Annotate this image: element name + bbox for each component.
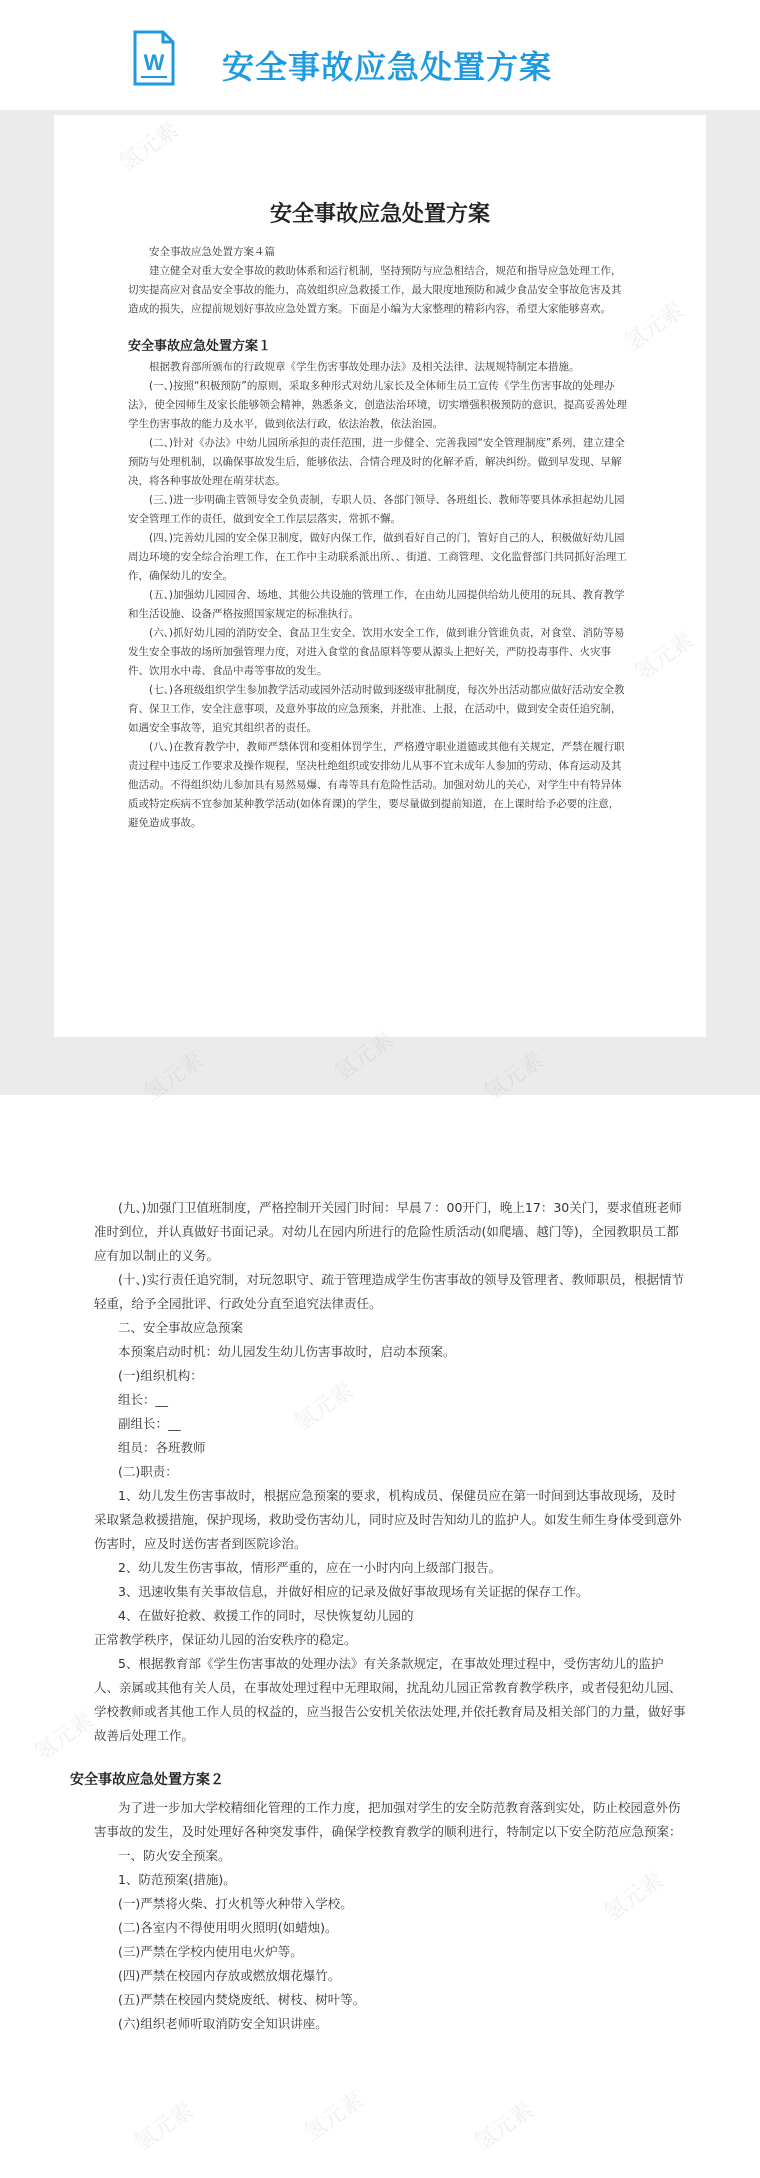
watermark: 氢元素 bbox=[299, 2087, 369, 2147]
paragraph: (一)组织机构： bbox=[118, 1368, 203, 1383]
intro-text: 建立健全对重大安全事故的救助体系和运行机制，坚持预防与应急相结合，规范和指导应急处理工作，切实提高应对食品安全事故的能力，高效组织应急救援工作，最大限度地预防和减少食品安全事故危害及其造成的损失，应提前规划好事故应急处置方案。下面是小编为大家整理的精彩内容，希望大家能够喜欢。 bbox=[128, 265, 622, 315]
paragraph: (四)严禁在校园内存放或燃放烟花爆竹。 bbox=[118, 1968, 341, 1983]
paragraph: (四、)完善幼儿园的安全保卫制度，做好内保工作，做到看好自己的门，管好自己的人，积极做好幼儿园周边环境的安全综合治理工作，在工作中主动联系派出所、、街道、工商管理、文化监督部门共同抓好治理工作，确保幼儿的安全。 bbox=[128, 532, 627, 582]
paragraph: 组长：__ bbox=[118, 1392, 169, 1407]
paragraph: 3、迅速收集有关事故信息，并做好相应的记录及做好事故现场有关证据的保存工作。 bbox=[118, 1584, 589, 1599]
paragraph: 2、幼儿发生伤害事故，情形严重的，应在一小时内向上级部门报告。 bbox=[118, 1560, 501, 1575]
document-page-1 bbox=[54, 115, 706, 1037]
header-banner bbox=[0, 0, 760, 110]
watermark: 氢元素 bbox=[289, 1377, 359, 1437]
paragraph: (十、)实行责任追究制，对玩忽职守、疏于管理造成学生伤害事故的领导及管理者、教师职员，根据情节轻重，给予全园批评、行政处分直至追究法律责任。 bbox=[94, 1272, 685, 1311]
word-logo-letter: W bbox=[143, 50, 165, 75]
paragraph: (七、)各班级组织学生参加教学活动或园外活动时做到逐级审批制度，每次外出活动都应做好活动安全教育、保卫工作，安全注意事项，及意外事故的应急预案，并批准、上报，在活动中，做到安全责任追究制，如遇安全事故等，追究其组织者的责任。 bbox=[128, 684, 625, 734]
paragraph: 一、防火安全预案。 bbox=[118, 1848, 231, 1863]
paragraph: 4、在做好抢救、救援工作的同时，尽快恢复幼儿园的 bbox=[118, 1608, 414, 1623]
paragraph: (九、)加强门卫值班制度，严格控制开关园门时间：早晨７：00开门，晚上17：30关门，要求值班老师准时到位，并认真做好书面记录。对幼儿在园内所进行的危险性质活动(如爬墙、越门等)，全园教职员工都应有加以制止的义务。 bbox=[94, 1200, 682, 1263]
paragraph: 1、防范预案(措施)。 bbox=[118, 1872, 236, 1887]
watermark: 氢元素 bbox=[469, 2097, 539, 2157]
paragraph: (三、)进一步明确主管领导安全负责制，专职人员、各部门领导、各班组长、教师等要具体承担起幼儿园安全管理工作的责任，做到安全工作层层落实，常抓不懈。 bbox=[128, 494, 625, 525]
paragraph: 1、幼儿发生伤害事故时，根据应急预案的要求，机构成员、保健员应在第一时间到达事故现场，及时采取紧急救援措施，保护现场，救助受伤害幼儿，同时应及时告知幼儿的监护人。如发生师生身体受到意外伤害时，应及时送伤害者到医院诊治。 bbox=[94, 1488, 682, 1551]
watermark: 氢元素 bbox=[129, 2097, 199, 2157]
section2-title: 安全事故应急处置方案２ bbox=[70, 1772, 224, 1788]
word-document-icon bbox=[133, 30, 175, 86]
paragraph: (二)各室内不得使用明火照明(如蜡烛)。 bbox=[118, 1920, 338, 1935]
paragraph: 为了进一步加大学校精细化管理的工作力度，把加强对学生的安全防范教育落到实处，防止校园意外伤害事故的发生，及时处理好各种突发事件，确保学校教育教学的顺利进行，特制定以下安全防范应急预案： bbox=[94, 1800, 682, 1839]
banner-title: 安全事故应急处置方案 bbox=[222, 48, 553, 86]
paragraph: (五)严禁在校园内焚烧废纸、树枝、树叶等。 bbox=[118, 1992, 366, 2007]
paragraph: (六)组织老师听取消防安全知识讲座。 bbox=[118, 2016, 328, 2031]
paragraph: 5、根据教育部《学生伤害事故的处理办法》有关条款规定，在事故处理过程中，受伤害幼儿的监护人、亲属或其他有关人员，在事故处理过程中无理取闹，扰乱幼儿园正常教育教学秩序，或者侵犯幼儿园、学校教师或者其他工作人员的权益的，应当报告公安机关依法处理,并依托教育局及相关部门的力量，做好事故善后处理工作。 bbox=[94, 1656, 686, 1743]
paragraph: (五、)加强幼儿园园舍、场地、其他公共设施的管理工作，在由幼儿园提供给幼儿使用的玩具、教育教学和生活设施、设备严格按照国家规定的标准执行。 bbox=[128, 589, 625, 620]
paragraph: (六、)抓好幼儿园的消防安全、食品卫生安全、饮用水安全工作，做到谁分管谁负责，对食堂、消防等易发生安全事故的场所加强管理力度，对进入食堂的食品原料等要从源头上把好关，严防投毒事件、火灾事件、饮用水中毒、食品中毒等事故的发生。 bbox=[128, 627, 625, 677]
section1-title: 安全事故应急处置方案１ bbox=[128, 339, 272, 354]
paragraph: 正常教学秩序，保证幼儿园的治安秩序的稳定。 bbox=[94, 1632, 357, 1647]
paragraph: (二)职责： bbox=[118, 1464, 178, 1479]
document-page-2 bbox=[70, 1196, 686, 2036]
page1-body bbox=[128, 243, 628, 833]
paragraph: 二、安全事故应急预案 bbox=[118, 1320, 244, 1335]
paragraph: 组员：各班教师 bbox=[118, 1440, 206, 1455]
paragraph: (一、)按照“积极预防”的原则，采取多种形式对幼儿家长及全体师生员工宣传《学生伤害事故的处理办法》，使全园师生及家长能够领会精神，熟悉条文，创造法治环境，切实增强积极预防的意识，提高妥善处理学生伤害事故的能力及水平，做到依法行政，依法治教，依法治园。 bbox=[128, 380, 627, 430]
intro-label: 安全事故应急处置方案４篇 bbox=[149, 246, 275, 258]
document-title: 安全事故应急处置方案 bbox=[269, 202, 490, 227]
paragraph: (三)严禁在学校内使用电火炉等。 bbox=[118, 1944, 303, 1959]
paragraph: 副组长：__ bbox=[118, 1416, 181, 1431]
paragraph: (一)严禁将火柴、打火机等火种带入学校。 bbox=[118, 1896, 353, 1911]
paragraph: (八、)在教育教学中，教师严禁体罚和变相体罚学生，严格遵守职业道德或其他有关规定，严禁在履行职责过程中违反工作要求及操作规程，坚决杜绝组织或安排幼儿从事不宜未成年人参加的劳动、体育运动及其他活动。不得组织幼儿参加具有易然易爆、有毒等具有危险性活动。加强对幼儿的关心，对学生中有特异体质或特定疾病不宜参加某种教学活动(如体育课)的学生，要尽量做到提前知道，在上课时给予必要的注意，避免造成事故。 bbox=[128, 741, 625, 829]
watermark: 氢元素 bbox=[599, 1867, 669, 1927]
watermark: 氢元素 bbox=[29, 1707, 99, 1767]
paragraph: 本预案启动时机：幼儿园发生幼儿伤害事故时，启动本预案。 bbox=[118, 1344, 456, 1359]
paragraph: 根据教育部所颁布的行政规章《学生伤害事故处理办法》及相关法律、法规规特制定本措施。 bbox=[149, 361, 580, 373]
paragraph: (二、)针对《办法》中幼儿园所承担的责任范围，进一步健全、完善我园“安全管理制度”系列，建立建全预防与处理机制，以确保事故发生后，能够依法、合情合理及时的化解矛盾，解决纠纷。做到早发现、早解决，将各种事故处理在萌芽状态。 bbox=[128, 437, 625, 487]
